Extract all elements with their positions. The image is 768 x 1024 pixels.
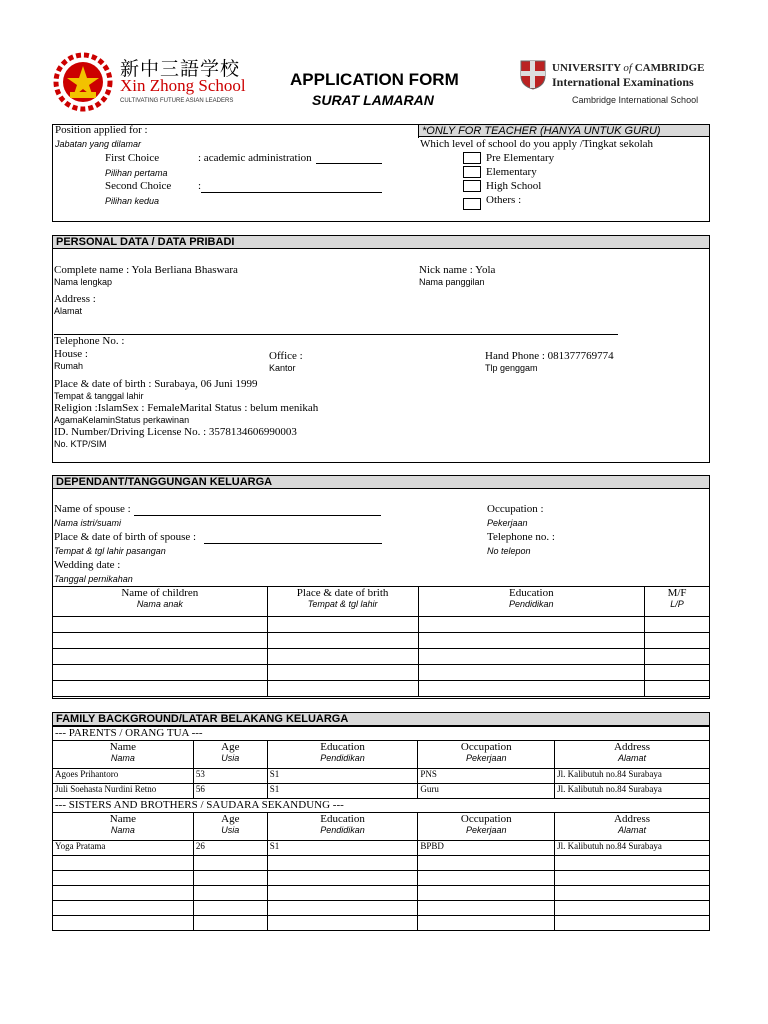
table-row[interactable] <box>53 886 710 901</box>
table-row[interactable] <box>53 665 710 681</box>
table-row[interactable]: Agoes Prihantoro 53 S1 PNS Jl. Kalibutuh no.84 Surabaya <box>53 769 710 784</box>
cambridge-cambridge: CAMBRIDGE <box>634 62 705 74</box>
table-row[interactable] <box>53 901 710 916</box>
religion-sub: AgamaKelaminStatus perkawinan <box>54 415 190 425</box>
children-col-education: Education Pendidikan <box>418 587 645 617</box>
checkbox-others[interactable] <box>463 198 481 210</box>
teacher-only-header: *ONLY FOR TEACHER (HANYA UNTUK GURU) <box>418 124 710 137</box>
cambridge-university: UNIVERSITY <box>552 62 621 74</box>
checkbox-high-school[interactable] <box>463 180 481 192</box>
hand-phone-sub: Tlp genggam <box>485 363 538 373</box>
children-col-name: Name of children Nama anak <box>53 587 268 617</box>
second-choice-value[interactable]: : <box>198 180 202 192</box>
siblings-label: --- SISTERS AND BROTHERS / SAUDARA SEKANDUNG --- <box>53 799 710 813</box>
first-choice-label: First Choice <box>105 152 160 164</box>
complete-name-sub: Nama lengkap <box>54 277 113 287</box>
table-row[interactable] <box>53 681 710 697</box>
nick-name[interactable]: Nick name : Yola <box>419 264 496 276</box>
birth-place-date[interactable]: Place & date of birth : Surabaya, 06 Juni 1999 <box>54 378 258 390</box>
form-subtitle: SURAT LAMARAN <box>312 92 434 108</box>
first-choice-value[interactable]: : academic administration <box>198 152 312 164</box>
school-tagline: CULTIVATING FUTURE ASIAN LEADERS <box>120 98 234 104</box>
address[interactable]: Address : <box>54 293 96 305</box>
checkbox-elementary[interactable] <box>463 166 481 178</box>
second-choice-label: Second Choice <box>105 180 172 192</box>
option-elementary: Elementary <box>486 166 537 178</box>
position-label: Position applied for : <box>55 124 148 136</box>
table-row[interactable] <box>53 649 710 665</box>
children-col-gender: M/F L/P <box>645 587 710 617</box>
family-table: --- PARENTS / ORANG TUA --- Name Nama Age Usia Education Pendidikan Occupation Pekerjaan Address Alamat Agoes Prihantoro 53 S1 PNS Jl. Kalibutuh no.84 Surabaya Juli Soehasta Nurdini Retno 56 S1 Guru Jl. Kalibutuh no.84 Surabaya --- SISTERS AND BROTHERS / SAUDARA SEKANDUNG --- Name Nama Age Usia Education Pendidikan Occupation Pekerjaan Address Alamat Yoga Pratama 26 S1 BPBD Jl. Kalibutuh no.84 Surabaya <box>52 726 710 931</box>
table-row[interactable] <box>53 633 710 649</box>
spouse-sub: Nama istri/suami <box>54 518 122 528</box>
table-row[interactable]: Yoga Pratama 26 S1 BPBD Jl. Kalibutuh no.84 Surabaya <box>53 841 710 856</box>
checkbox-pre-elementary[interactable] <box>463 152 481 164</box>
house-sub: Rumah <box>54 361 84 371</box>
cambridge-exams: International Examinations <box>552 75 694 89</box>
school-chinese-name: 新中三語学校 <box>120 58 241 80</box>
office-sub: Kantor <box>269 363 296 373</box>
id-sub: No. KTP/SIM <box>54 439 107 449</box>
spouse-name[interactable]: Name of spouse : <box>54 503 131 515</box>
children-col-birth: Place & date of brith Tempat & tgl lahir <box>267 587 418 617</box>
address-sub: Alamat <box>54 306 83 316</box>
table-row[interactable] <box>53 856 710 871</box>
hand-phone[interactable]: Hand Phone : 081377769774 <box>485 350 614 362</box>
cambridge-school: Cambridge International School <box>572 95 699 105</box>
table-row[interactable] <box>53 916 710 931</box>
id-number[interactable]: ID. Number/Driving License No. : 3578134606990003 <box>54 426 297 438</box>
religion-sex-marital[interactable]: Religion :IslamSex : FemaleMarital Status : belum menikah <box>54 402 319 414</box>
position-label-sub: Jabatan yang dilamar <box>55 139 142 149</box>
table-row[interactable] <box>53 871 710 886</box>
spouse-occupation[interactable]: Occupation : <box>487 503 544 515</box>
table-row[interactable]: Juli Soehasta Nurdini Retno 56 S1 Guru Jl. Kalibutuh no.84 Surabaya <box>53 784 710 799</box>
cambridge-of: of <box>623 62 632 74</box>
cambridge-shield-icon <box>520 60 546 90</box>
spouse-telephone[interactable]: Telephone no. : <box>487 531 555 543</box>
complete-name[interactable]: Complete name : Yola Berliana Bhaswara <box>54 264 238 276</box>
xin-zhong-logo <box>52 52 252 112</box>
cambridge-logo <box>520 60 710 110</box>
telephone-label: Telephone No. : <box>54 335 125 347</box>
spouse-telephone-sub: No telepon <box>487 546 531 556</box>
parents-label: --- PARENTS / ORANG TUA --- <box>53 727 710 741</box>
option-high-school: High School <box>486 180 542 192</box>
personal-header: PERSONAL DATA / DATA PRIBADI <box>52 235 710 249</box>
nick-name-sub: Nama panggilan <box>419 277 485 287</box>
spouse-birth[interactable]: Place & date of birth of spouse : <box>54 531 197 543</box>
children-table <box>52 586 710 697</box>
spouse-occupation-sub: Pekerjaan <box>487 518 528 528</box>
second-choice-sub: Pilihan kedua <box>105 196 160 206</box>
wedding-sub: Tanggal pernikahan <box>54 574 133 584</box>
house-phone[interactable]: House : <box>54 348 88 360</box>
dependant-header: DEPENDANT/TANGGUNGAN KELUARGA <box>52 475 710 489</box>
option-pre-elementary: Pre Elementary <box>486 152 555 164</box>
school-name: Xin Zhong School <box>120 76 246 95</box>
spouse-birth-sub: Tempat & tgl lahir pasangan <box>54 546 166 556</box>
office-phone[interactable]: Office : <box>269 350 303 362</box>
form-title: APPLICATION FORM <box>290 70 459 89</box>
wedding-date[interactable]: Wedding date : <box>54 559 121 571</box>
birth-sub: Tempat & tanggal lahir <box>54 391 144 401</box>
option-others: Others : <box>486 194 522 206</box>
teacher-question: Which level of school do you apply /Tingkat sekolah <box>420 138 654 150</box>
family-header: FAMILY BACKGROUND/LATAR BELAKANG KELUARGA <box>52 712 710 726</box>
table-row[interactable] <box>53 617 710 633</box>
first-choice-sub: Pilihan pertama <box>105 168 168 178</box>
school-crest-icon <box>52 52 114 112</box>
